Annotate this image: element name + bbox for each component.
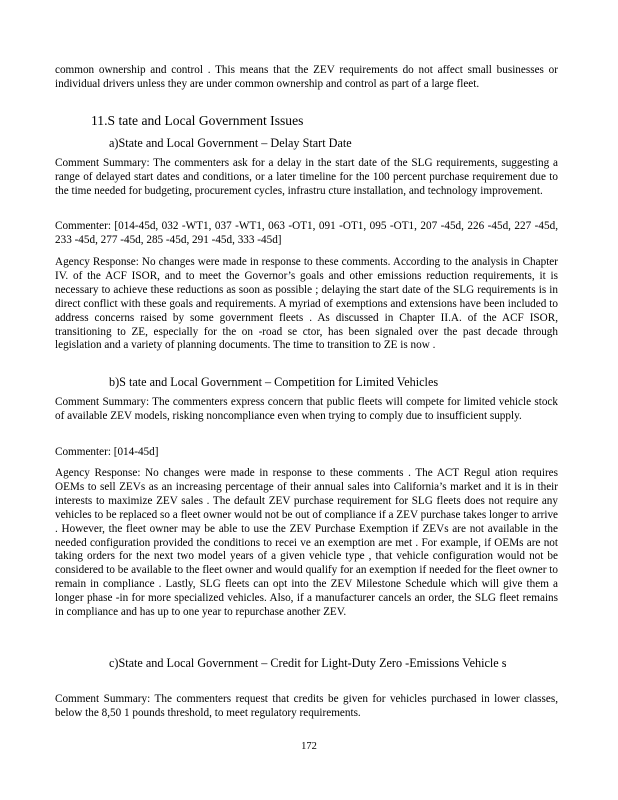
page-number: 172 xyxy=(301,741,317,752)
subsection-a-comment-summary: Comment Summary: The commenters ask for a delay in the start date of the SLG requirements, suggesting a range of delayed start dates and conditions, or a later timeline for the 100 percent purchase requirement due to the time needed for budgeting, procurement cycles, infrastru cture installation, and technology improvement. xyxy=(55,157,558,197)
intro-paragraph: common ownership and control . This means that the ZEV requirements do not affect small businesses or individual drivers unless they are under common ownership and control as part of a large fleet. xyxy=(55,64,558,90)
subsection-c-comment-summary: Comment Summary: The commenters request that credits be given for vehicles purchased in lower classes, below the 8,50 1 pounds threshold, to meet regulatory requirements. xyxy=(55,693,558,719)
subsection-c-heading: c)State and Local Government – Credit for Light-Duty Zero -Emissions Vehicle s xyxy=(109,656,507,670)
section-heading: 11.S tate and Local Government Issues xyxy=(91,113,304,128)
subsection-a-heading: a)State and Local Government – Delay Start Date xyxy=(109,136,352,150)
subsection-b-comment-summary: Comment Summary: The commenters express concern that public fleets will compete for limited vehicle stock of available ZEV models, risking noncompliance even when trying to comply due to insufficient supply. xyxy=(55,396,558,422)
subsection-a-commenter: Commenter: [014-45d, 032 -WT1, 037 -WT1, 063 -OT1, 091 -OT1, 095 -OT1, 207 -45d, 226 -45d, 227 -45d, 233 -45d, 277 -45d, 285 -45d, 291 -45d, 333 -45d] xyxy=(55,220,558,246)
subsection-b-agency-response: Agency Response: No changes were made in response to these comments . The ACT Regul ation requires OEMs to sell ZEVs as an increasing percentage of their annual sales into California’s market and it is in their interests to maximize ZEV sales . The default ZEV purchase requirement for SLG fleets does not require any vehicles to be replaced so a fleet owner would not be out of compliance if a ZEV purchase takes longer to arrive . However, the fleet owner may be able to use the ZEV Purchase Exemption if ZEVs are not available in the needed configuration provided the conditions to recei ve an exemption are met . For example, if OEMs are not taking orders for the next two model years of a given vehicle type , that vehicle configuration would not be considered to be available to the fleet owner and would qualify for an exemption if needed for the fleet owner to remain in compliance . Lastly, SLG fleets can opt into the ZEV Milestone Schedule which will give them a longer phase -in for more specialized vehicles. Also, if a manufacturer cancels an order, the SLG fleet remains in compliance and has up to one year to repurchase another ZEV. xyxy=(55,467,558,619)
subsection-b-commenter: Commenter: [014-45d] xyxy=(55,446,159,458)
subsection-a-agency-response: Agency Response: No changes were made in response to these comments. According to the analysis in Chapter IV. of the ACF ISOR, and to meet the Governor’s goals and other emissions reduction requirements, it is necessary to achieve these reductions as soon as possible ; delaying the start date of the SLG requirements is in direct conflict with these goals and requirements. A myriad of exemptions and extensions have been included to address concerns raised by some government fleets . As discussed in Chapter II.A. of the ACF ISOR, transitioning to ZE, especially for the on -road se ctor, has been signaled over the past decade through legislation and a variety of planning documents. The time to transition to ZE is now . xyxy=(55,256,558,352)
subsection-b-heading: b)S tate and Local Government – Competition for Limited Vehicles xyxy=(109,375,439,389)
